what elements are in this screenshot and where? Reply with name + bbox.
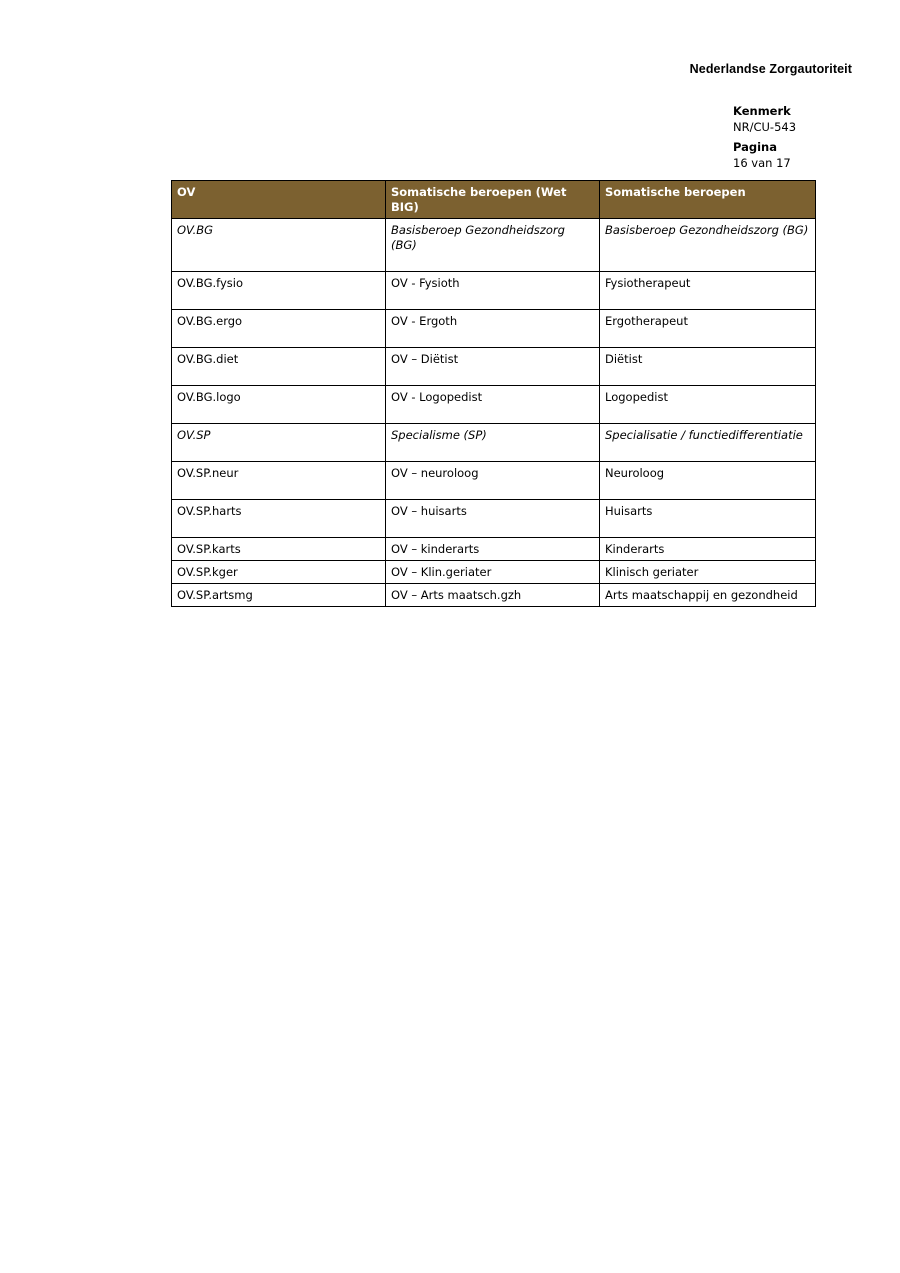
- table-row: [172, 424, 816, 462]
- pagina-label: Pagina: [733, 140, 778, 154]
- occupation-table: [171, 180, 816, 607]
- table-row: [172, 462, 816, 500]
- table-cell: OV.BG.diet: [172, 348, 386, 386]
- table-cell: OV.BG: [172, 219, 386, 272]
- table-row: [172, 561, 816, 584]
- table-cell: OV – Diëtist: [386, 348, 600, 386]
- table-cell: OV – Arts maatsch.gzh: [386, 584, 600, 607]
- table-cell: OV.SP.kger: [172, 561, 386, 584]
- table-header-row: [172, 181, 816, 219]
- table-cell: OV.SP: [172, 424, 386, 462]
- table-cell: Arts maatschappij en gezondheid: [600, 584, 816, 607]
- table-cell: OV – kinderarts: [386, 538, 600, 561]
- table-cell: OV – huisarts: [386, 500, 600, 538]
- table-cell: Fysiotherapeut: [600, 272, 816, 310]
- table-cell: OV – Klin.geriater: [386, 561, 600, 584]
- table-cell: OV - Ergoth: [386, 310, 600, 348]
- column-header-ov: OV: [172, 181, 386, 219]
- column-header-somatische: Somatische beroepen: [600, 181, 816, 219]
- table-cell: OV.BG.logo: [172, 386, 386, 424]
- table-cell: Basisberoep Gezondheidszorg (BG): [600, 219, 816, 272]
- table-cell: OV.SP.harts: [172, 500, 386, 538]
- table-cell: OV.SP.artsmg: [172, 584, 386, 607]
- table-cell: OV - Fysioth: [386, 272, 600, 310]
- table-cell: Diëtist: [600, 348, 816, 386]
- table-row: [172, 310, 816, 348]
- table-cell: Ergotherapeut: [600, 310, 816, 348]
- table-cell: Huisarts: [600, 500, 816, 538]
- table-row: [172, 584, 816, 607]
- table-row: [172, 272, 816, 310]
- table-cell: Basisberoep Gezondheidszorg (BG): [386, 219, 600, 272]
- table-cell: Logopedist: [600, 386, 816, 424]
- pagina-value: 16 van 17: [733, 156, 791, 170]
- table-row: [172, 386, 816, 424]
- table-cell: Klinisch geriater: [600, 561, 816, 584]
- column-header-wet-big: Somatische beroepen (Wet BIG): [386, 181, 600, 219]
- table-cell: Kinderarts: [600, 538, 816, 561]
- table-cell: OV - Logopedist: [386, 386, 600, 424]
- table-row: [172, 348, 816, 386]
- organization-name: Nederlandse Zorgautoriteit: [689, 62, 852, 76]
- table-cell: OV.SP.karts: [172, 538, 386, 561]
- kenmerk-value: NR/CU-543: [733, 120, 797, 134]
- table-row: [172, 219, 816, 272]
- table-cell: OV.BG.ergo: [172, 310, 386, 348]
- table-cell: Specialisme (SP): [386, 424, 600, 462]
- table-cell: OV – neuroloog: [386, 462, 600, 500]
- table-row: [172, 538, 816, 561]
- document-meta: [733, 103, 796, 171]
- table-row: [172, 500, 816, 538]
- table-cell: Neuroloog: [600, 462, 816, 500]
- table-cell: Specialisatie / functiedifferentiatie: [600, 424, 816, 462]
- kenmerk-label: Kenmerk: [733, 104, 791, 118]
- table-cell: OV.SP.neur: [172, 462, 386, 500]
- table-cell: OV.BG.fysio: [172, 272, 386, 310]
